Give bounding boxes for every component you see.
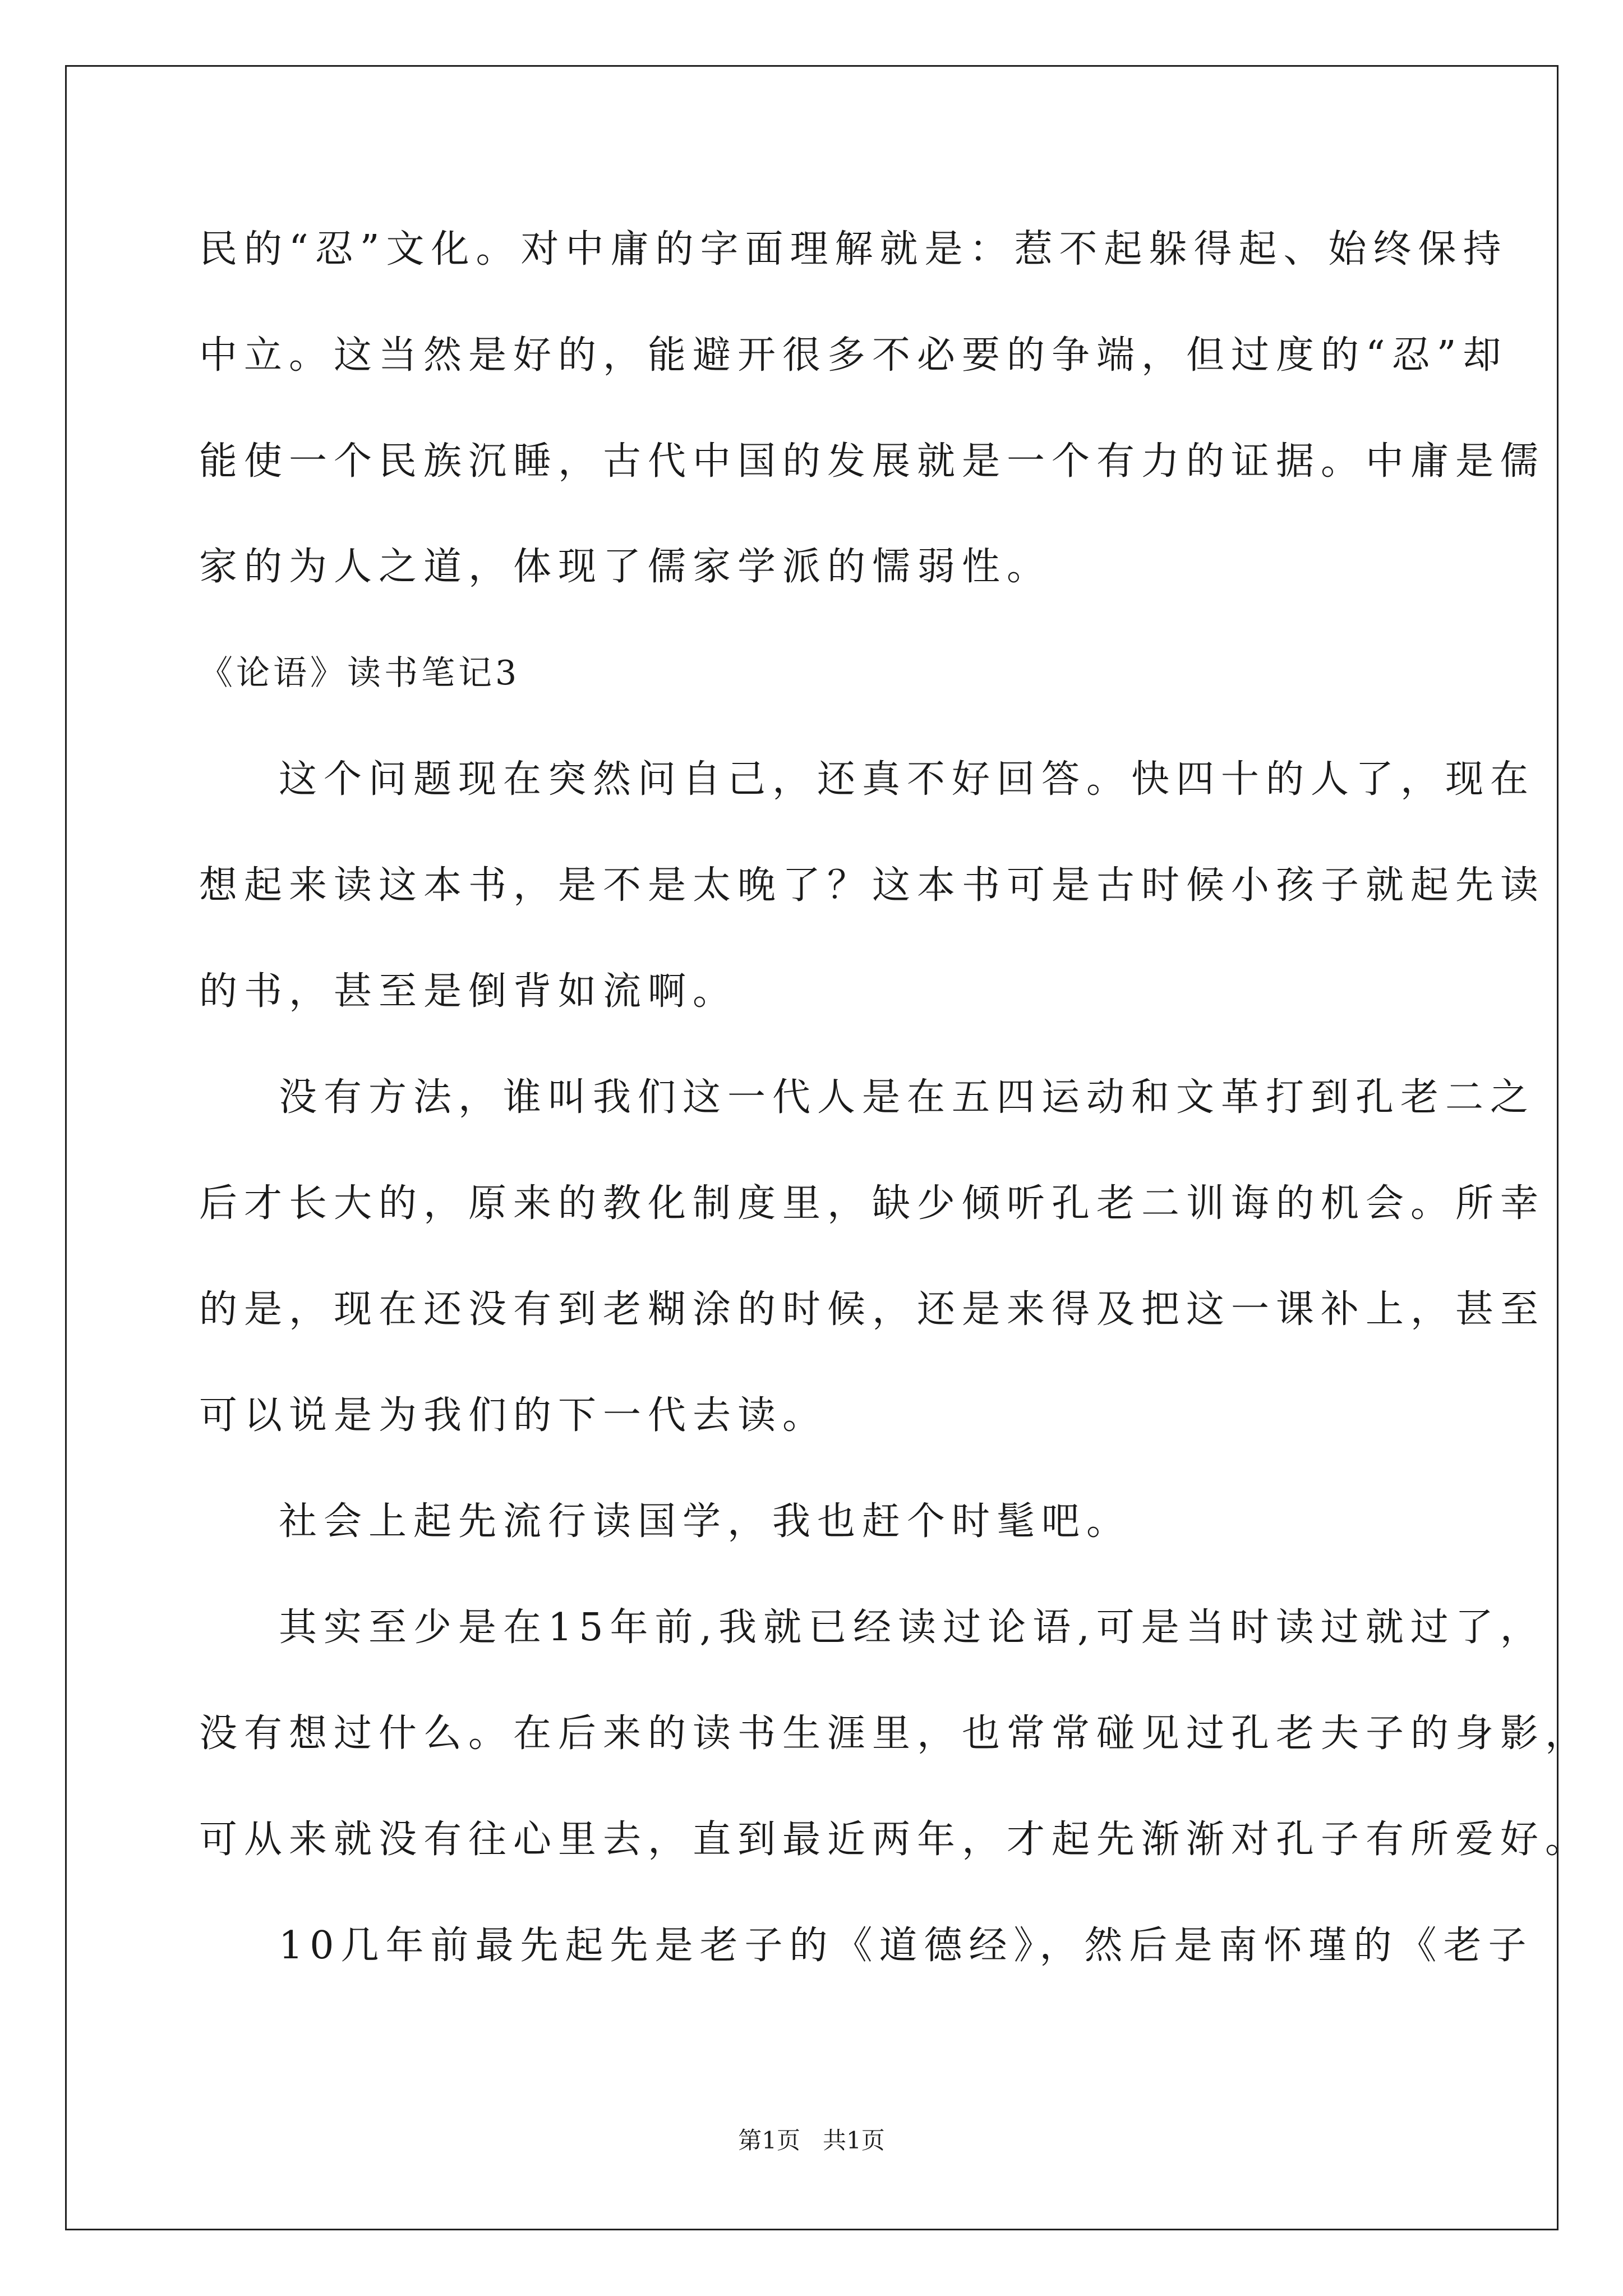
section-heading: 《论语》读书笔记3: [199, 654, 520, 693]
text-line: 能使一个民族沉睡，古代中国的发展就是一个有力的证据。中庸是儒: [199, 439, 1546, 484]
page-border: [65, 65, 1559, 2230]
page-number-footer: 第1页 共1页: [738, 2127, 885, 2154]
paragraph-first-line: 社会上起先流行读国学，我也赶个时髦吧。: [279, 1499, 1132, 1544]
text-line: 的是，现在还没有到老糊涂的时候，还是来得及把这一课补上，甚至: [199, 1287, 1546, 1332]
text-line: 的书，甚至是倒背如流啊。: [199, 969, 738, 1014]
paragraph-first-line: 10几年前最先起先是老子的《道德经》，然后是南怀瑾的《老子: [279, 1924, 1533, 1968]
text-line: 中立。这当然是好的，能避开很多不必要的争端，但过度的“忍”却: [199, 333, 1508, 378]
text-line: 家的为人之道，体现了儒家学派的懦弱性。: [199, 545, 1052, 589]
text-line: 没有想过什么。在后来的读书生涯里，也常常碰见过孔老夫子的身影，: [199, 1711, 1590, 1756]
paragraph-first-line: 没有方法，谁叫我们这一代人是在五四运动和文革打到孔老二之: [279, 1075, 1536, 1120]
text-line: 后才长大的，原来的教化制度里，缺少倾听孔老二训诲的机会。所幸: [199, 1181, 1546, 1226]
text-line: 可以说是为我们的下一代去读。: [199, 1393, 828, 1438]
text-line: 民的“忍”文化。对中庸的字面理解就是：惹不起躲得起、始终保持: [199, 227, 1508, 272]
paragraph-first-line: 其实至少是在15年前,我就已经读过论语,可是当时读过就过了，: [279, 1605, 1545, 1650]
paragraph-first-line: 这个问题现在突然问自己，还真不好回答。快四十的人了，现在: [279, 757, 1536, 802]
text-line: 可从来就没有往心里去，直到最近两年，才起先渐渐对孔子有所爱好。: [199, 1818, 1590, 1862]
text-line: 想起来读这本书，是不是太晚了？这本书可是古时候小孩子就起先读: [199, 863, 1546, 908]
